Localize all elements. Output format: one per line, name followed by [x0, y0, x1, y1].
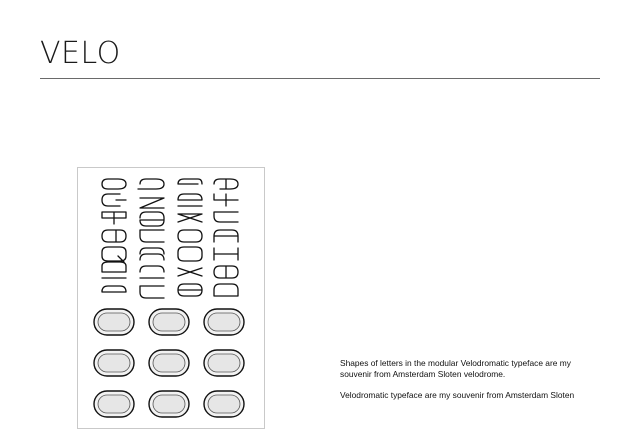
glyph-column-3	[178, 179, 202, 296]
project-description	[340, 358, 600, 411]
velodrome-module-shapes	[94, 309, 244, 417]
description-paragraph-2: Velodromatic typeface are my souvenir from Amsterdam Sloten	[340, 389, 575, 400]
module-row-1	[94, 309, 244, 335]
title-divider	[40, 78, 600, 79]
glyph-column-1	[102, 179, 126, 292]
module-row-3	[94, 391, 244, 417]
glyph-column-2	[138, 179, 164, 298]
velodromatic-poster-image	[77, 167, 265, 429]
page-title: VELO	[40, 36, 121, 71]
velodromatic-letter-shapes-illustration	[78, 168, 264, 428]
description-paragraph-1: Shapes of letters in the modular Velodromatic typeface are my souvenir from Amsterdam Sloten velodrome.	[340, 358, 571, 379]
glyph-column-4	[214, 179, 238, 296]
module-row-2	[94, 350, 244, 376]
